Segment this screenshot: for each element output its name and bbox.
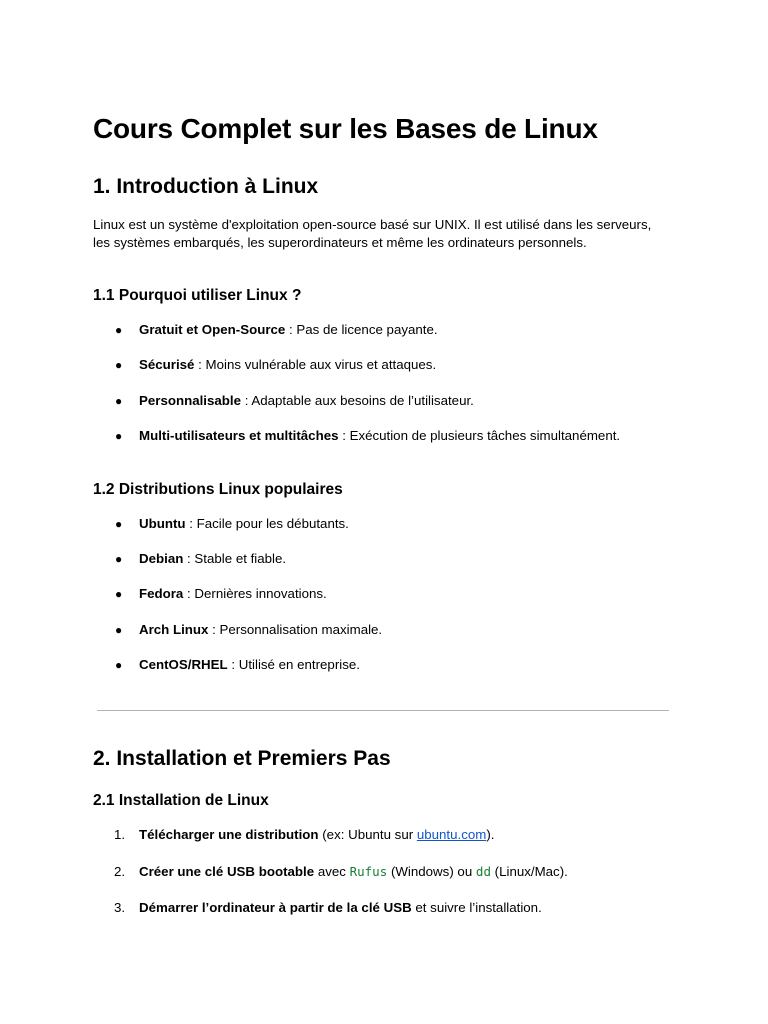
bullet-icon: ● [115, 552, 123, 566]
subsection-1-2-heading: 1.2 Distributions Linux populaires [93, 481, 343, 498]
section-2-heading: 2. Installation et Premiers Pas [93, 747, 391, 770]
list-item-term: Multi-utilisateurs et multitâches [139, 428, 339, 443]
section-divider [97, 710, 669, 711]
list-item-desc: : Exécution de plusieurs tâches simultanément. [338, 428, 621, 443]
subsection-1-1-heading: 1.1 Pourquoi utiliser Linux ? [93, 287, 302, 304]
list-item-desc: : Personnalisation maximale. [208, 622, 383, 637]
step-text: ). [486, 827, 495, 842]
list-item-term: Personnalisable [139, 393, 241, 408]
list-item-term: Arch Linux [139, 622, 209, 637]
subsection-2-1-heading: 2.1 Installation de Linux [93, 792, 269, 809]
list-item-term: Ubuntu [139, 516, 186, 531]
list-item-desc: : Dernières innovations. [183, 586, 327, 601]
list-item-term: CentOS/RHEL [139, 657, 228, 672]
step-text: et suivre l’installation. [411, 900, 542, 915]
step-action: Télécharger une distribution [139, 827, 319, 842]
step-action: Créer une clé USB bootable [139, 864, 315, 879]
list-item-desc: : Adaptable aux besoins de l’utilisateur. [241, 393, 474, 408]
step-text: (Windows) ou [387, 864, 476, 879]
list-item-desc: : Utilisé en entreprise. [227, 657, 360, 672]
step-number: 3. [114, 900, 126, 915]
ubuntu-link[interactable]: ubuntu.com [416, 827, 487, 842]
list-item-desc: : Facile pour les débutants. [185, 516, 349, 531]
document-title: Cours Complet sur les Bases de Linux [93, 113, 598, 144]
section-1-intro: Linux est un système d'exploitation open-source basé sur UNIX. Il est utilisé dans les serveurs, les systèmes embarqués, les superordinateurs et même les ordinateurs personnels. [93, 217, 652, 250]
bullet-icon: ● [115, 587, 123, 601]
bullet-icon: ● [115, 394, 123, 408]
step-text: avec [314, 864, 350, 879]
section-1-heading: 1. Introduction à Linux [93, 175, 319, 198]
list-item-term: Sécurisé [139, 357, 195, 372]
bullet-icon: ● [115, 658, 123, 672]
code-dd: dd [475, 864, 491, 879]
list-item-term: Debian [139, 551, 184, 566]
list-item-desc: : Pas de licence payante. [285, 322, 438, 337]
step-action: Démarrer l’ordinateur à partir de la clé USB [139, 900, 412, 915]
list-item-term: Fedora [139, 586, 184, 601]
bullet-icon: ● [115, 517, 123, 531]
step-number: 2. [114, 864, 126, 879]
list-item-term: Gratuit et Open-Source [139, 322, 286, 337]
bullet-icon: ● [115, 623, 123, 637]
list-item-desc: : Stable et fiable. [183, 551, 287, 566]
code-rufus: Rufus [349, 864, 388, 879]
step-number: 1. [114, 827, 126, 842]
step-text: (ex: Ubuntu sur [318, 827, 417, 842]
bullet-icon: ● [115, 429, 123, 443]
step-text: (Linux/Mac). [490, 864, 568, 879]
bullet-icon: ● [115, 323, 123, 337]
bullet-icon: ● [115, 358, 123, 372]
list-item-desc: : Moins vulnérable aux virus et attaques. [194, 357, 437, 372]
